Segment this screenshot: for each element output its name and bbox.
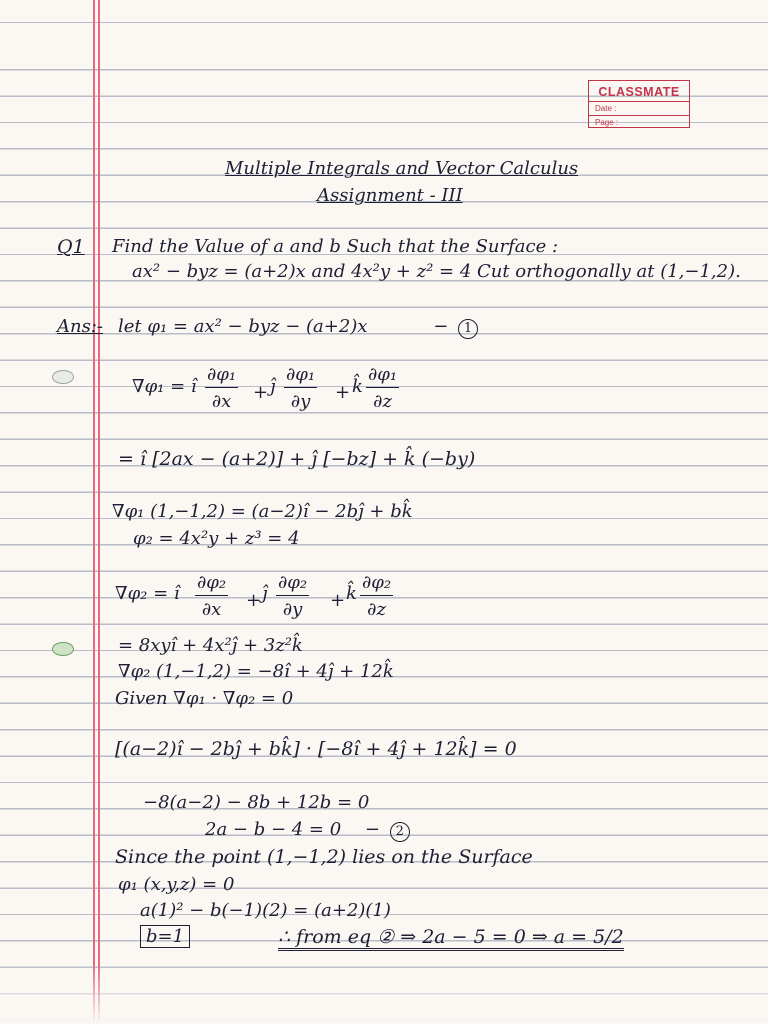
b-result-line bbox=[140, 928, 190, 946]
grad2-expanded: = 8xyî + 4x²ĵ + 3z²k̂ bbox=[118, 635, 303, 656]
punch-hole bbox=[52, 642, 74, 656]
grad1-num-x: ∂φ₁ bbox=[205, 364, 238, 388]
dot-product-expanded: −8(a−2) − 8b + 12b = 0 bbox=[143, 792, 370, 813]
grad2-den-y: ∂y bbox=[282, 599, 303, 620]
phi1-definition: let φ₁ = ax² − byz − (a+2)x bbox=[118, 316, 368, 337]
question-line-2: ax² − byz = (a+2)x and 4x²y + z² = 4 Cut orthogonally at (1,−1,2). bbox=[132, 261, 741, 282]
plus-sign: + bbox=[246, 590, 262, 611]
grad1-at-point: ∇φ₁ (1,−1,2) = (a−2)î − 2bĵ + bk̂ bbox=[112, 501, 413, 522]
final-result-line bbox=[278, 928, 624, 947]
question-line-1: Find the Value of a and b Such that the Surface : bbox=[112, 236, 559, 257]
k-hat: k̂ bbox=[352, 376, 363, 397]
grad1-frac-x bbox=[205, 364, 238, 412]
equation-2: 2a − b − 4 = 0 bbox=[205, 819, 342, 840]
equation-marker-1: 1 bbox=[458, 319, 478, 339]
orthogonality-condition: Given ∇φ₁ · ∇φ₂ = 0 bbox=[115, 688, 294, 709]
grad1-lhs: ∇φ₁ = î bbox=[132, 376, 197, 397]
since-statement: Since the point (1,−1,2) lies on the Surface bbox=[115, 846, 533, 868]
grad2-den-z: ∂z bbox=[367, 599, 386, 620]
margin-line bbox=[98, 0, 100, 1024]
grad1-num-y: ∂φ₁ bbox=[284, 364, 317, 388]
phi2-definition: φ₂ = 4x²y + z³ = 4 bbox=[133, 528, 300, 549]
b-result-box: b=1 bbox=[140, 925, 190, 948]
grad2-at-point: ∇φ₂ (1,−1,2) = −8î + 4ĵ + 12k̂ bbox=[118, 661, 394, 682]
brand-stamp bbox=[588, 80, 690, 128]
grad1-frac-y bbox=[284, 364, 317, 412]
j-hat: ĵ bbox=[262, 583, 268, 604]
grad2-frac-z bbox=[360, 572, 393, 620]
dot-product-line: [(a−2)î − 2bĵ + bk̂] · [−8î + 4ĵ + 12k̂] = 0 bbox=[115, 738, 517, 760]
question-label: Q1 bbox=[57, 236, 85, 258]
date-label: Date : bbox=[589, 102, 689, 116]
page-label: Page : bbox=[595, 118, 619, 127]
grad2-frac-y bbox=[276, 572, 309, 620]
grad2-lhs: ∇φ₂ = î bbox=[115, 583, 180, 604]
equation-2-line: 2a − b − 4 = 0 − 2 bbox=[205, 821, 410, 842]
grad1-frac-z bbox=[366, 364, 399, 412]
grad1-den-x: ∂x bbox=[211, 391, 232, 412]
margin-line bbox=[93, 0, 95, 1024]
brand-name: CLASSMATE bbox=[589, 81, 689, 102]
page-title: Multiple Integrals and Vector Calculus bbox=[225, 158, 579, 179]
final-result: ∴ from eq ② ⇒ 2a − 5 = 0 ⇒ a = 5/2 bbox=[278, 926, 624, 951]
grad2-num-y: ∂φ₂ bbox=[276, 572, 309, 596]
grad1-den-z: ∂z bbox=[373, 391, 392, 412]
substitution-line: a(1)² − b(−1)(2) = (a+2)(1) bbox=[140, 900, 391, 921]
j-hat: ĵ bbox=[270, 376, 276, 397]
grad2-den-x: ∂x bbox=[201, 599, 222, 620]
grad2-num-z: ∂φ₂ bbox=[360, 572, 393, 596]
page-subtitle: Assignment - III bbox=[317, 185, 463, 206]
answer-label: Ans:- bbox=[57, 316, 103, 337]
punch-hole bbox=[52, 370, 74, 384]
grad1-expanded: = î [2ax − (a+2)] + ĵ [−bz] + k̂ (−by) bbox=[118, 448, 476, 470]
phi1-at-point: φ₁ (x,y,z) = 0 bbox=[118, 874, 235, 895]
grad1-den-y: ∂y bbox=[290, 391, 311, 412]
plus-sign: + bbox=[330, 590, 346, 611]
plus-sign: + bbox=[335, 382, 351, 403]
k-hat: k̂ bbox=[346, 583, 357, 604]
equation-marker-2: 2 bbox=[390, 822, 410, 842]
grad2-num-x: ∂φ₂ bbox=[195, 572, 228, 596]
grad1-num-z: ∂φ₁ bbox=[366, 364, 399, 388]
grad2-frac-x bbox=[195, 572, 228, 620]
answer-line-1: let φ₁ = ax² − byz − (a+2)x − 1 bbox=[118, 318, 478, 339]
plus-sign: + bbox=[253, 382, 269, 403]
